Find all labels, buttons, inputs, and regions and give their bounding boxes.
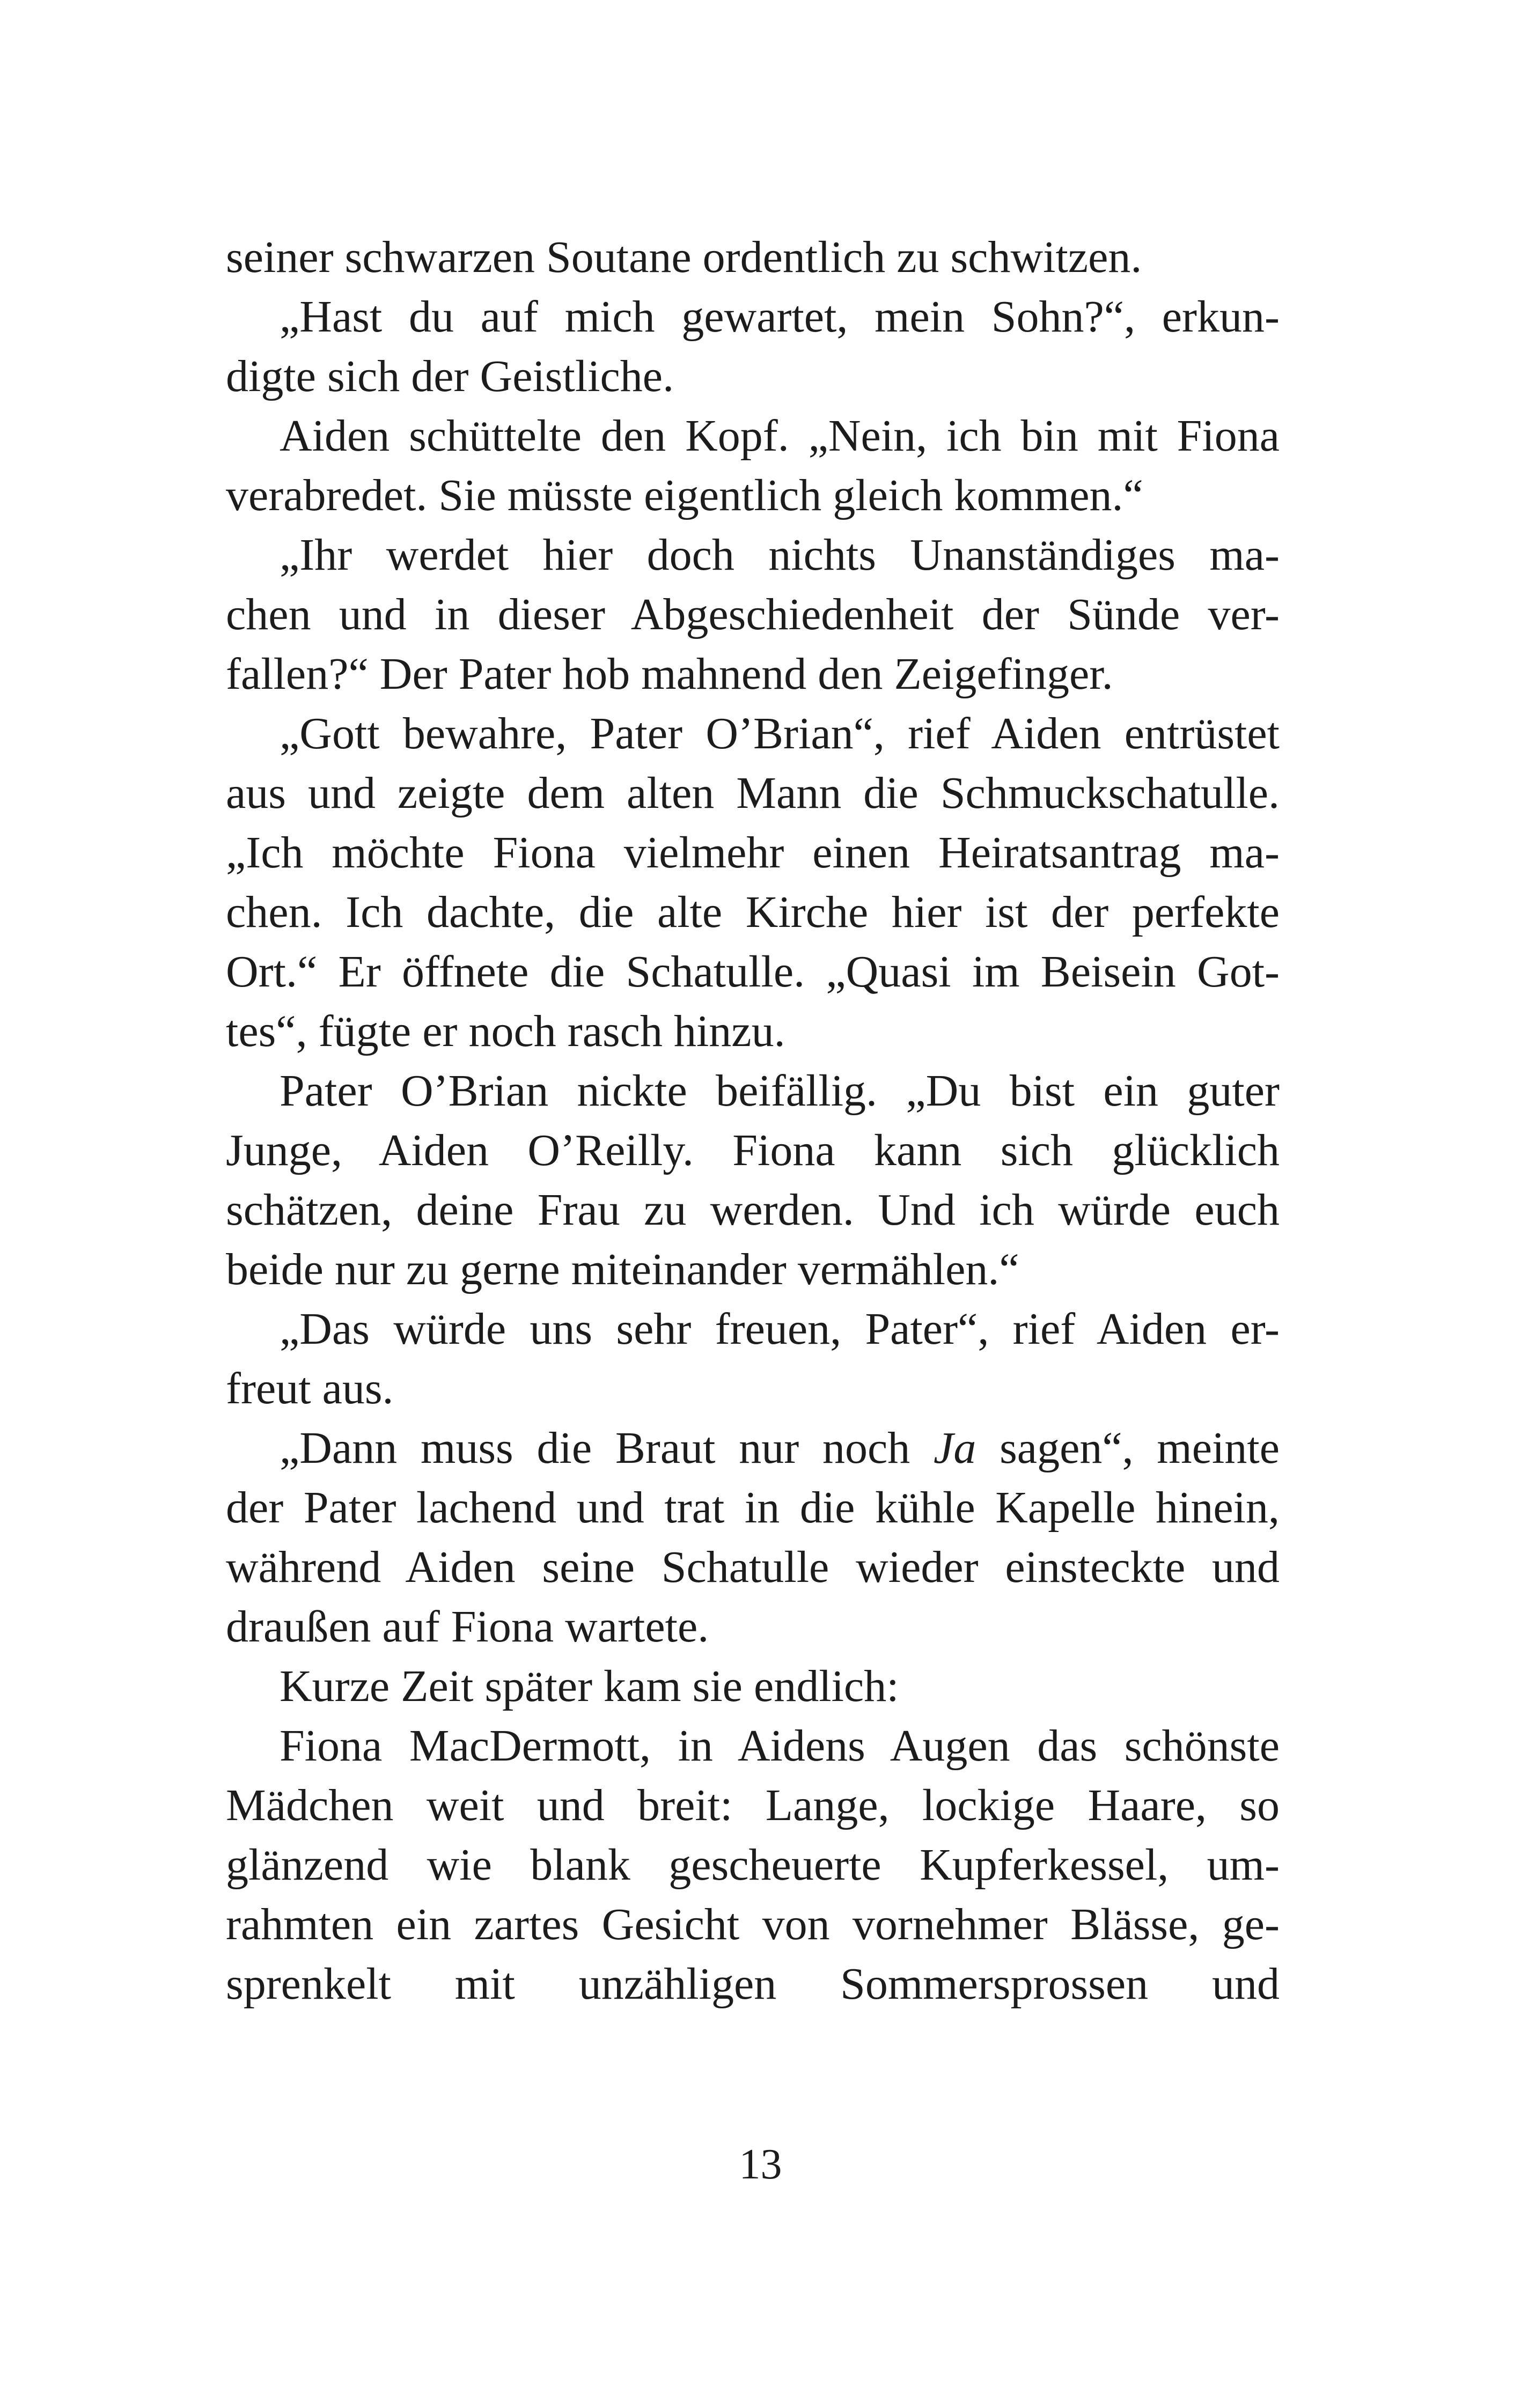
text-line: Kurze Zeit später kam sie endlich: [280, 1661, 899, 1711]
text-line: tes“, fügte er noch rasch hinzu. [226, 1006, 785, 1056]
text-line: „Gott bewahre, Pater O’Brian“, rief Aiden entrüstet [280, 709, 1280, 759]
text-line: digte sich der Geistliche. [226, 351, 674, 401]
text-line: „Hast du auf mich gewartet, mein Sohn?“, erkun- [280, 292, 1280, 342]
text-line: Aiden schüttelte den Kopf. „Nein, ich bin mit Fiona [280, 411, 1280, 461]
text-line: draußen auf Fiona wartete. [226, 1602, 709, 1652]
text-line: sprenkelt mit unzähligen Sommersprossen und [226, 1959, 1280, 2009]
text-line: chen. Ich dachte, die alte Kirche hier ist der perfekte [226, 887, 1280, 937]
page-number: 13 [739, 2141, 782, 2188]
text-line: chen und in dieser Abgeschiedenheit der Sünde ver- [226, 590, 1280, 639]
text-line: der Pater lachend und trat in die kühle Kapelle hinein, [226, 1483, 1280, 1533]
text-line: „Ich möchte Fiona vielmehr einen Heiratsantrag ma- [226, 828, 1280, 878]
text-line: seiner schwarzen Soutane ordentlich zu schwitzen. [226, 232, 1142, 282]
text-line: Ort.“ Er öffnete die Schatulle. „Quasi im Beisein Got- [226, 947, 1280, 997]
text-line: Pater O’Brian nickte beifällig. „Du bist ein guter [280, 1066, 1280, 1116]
text-line-italic-word: „Dann muss die Braut nur noch Ja sagen“, meinte [280, 1423, 1280, 1473]
text-line: freut aus. [226, 1364, 394, 1413]
text-line: schätzen, deine Frau zu werden. Und ich würde euch [226, 1185, 1280, 1235]
body-text [226, 227, 1280, 2014]
text-line: fallen?“ Der Pater hob mahnend den Zeigefinger. [226, 649, 1113, 699]
text-line: „Das würde uns sehr freuen, Pater“, rief Aiden er- [280, 1304, 1280, 1354]
text-line: „Ihr werdet hier doch nichts Unanständiges ma- [280, 530, 1280, 580]
text-line: Fiona MacDermott, in Aidens Augen das schönste [280, 1721, 1280, 1771]
text-line: verabredet. Sie müsste eigentlich gleich kommen.“ [226, 470, 1143, 520]
text-line: Mädchen weit und breit: Lange, lockige Haare, so [226, 1780, 1280, 1830]
text-line: glänzend wie blank gescheuerte Kupferkessel, um- [226, 1840, 1280, 1890]
italic-word: Ja [934, 1423, 976, 1473]
text-line: Junge, Aiden O’Reilly. Fiona kann sich glücklich [226, 1125, 1280, 1175]
text-line: während Aiden seine Schatulle wieder einsteckte und [226, 1542, 1280, 1592]
text-line: aus und zeigte dem alten Mann die Schmuckschatulle. [226, 768, 1280, 818]
text-line: rahmten ein zartes Gesicht von vornehmer Blässe, ge- [226, 1899, 1280, 1949]
text-line: beide nur zu gerne miteinander vermählen.“ [226, 1244, 1019, 1294]
